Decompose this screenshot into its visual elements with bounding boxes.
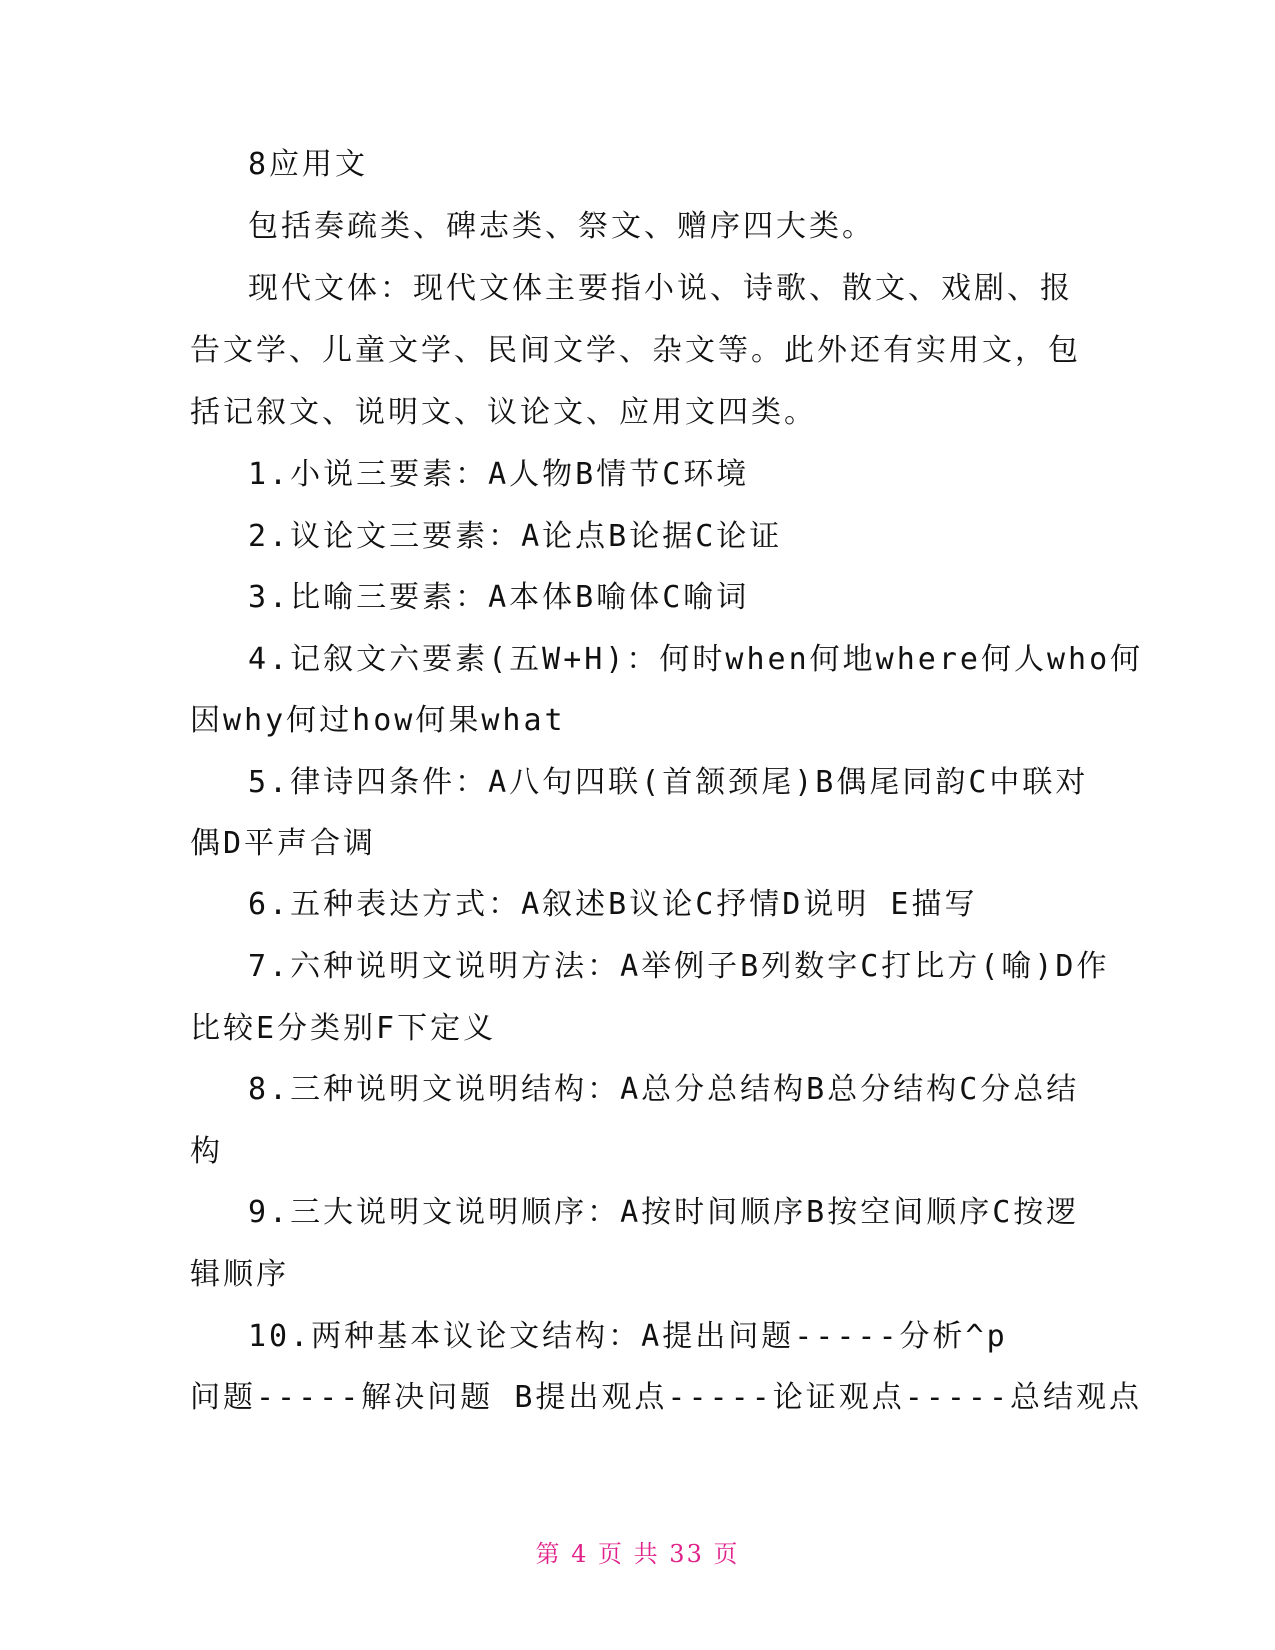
- text-line: 括记叙文、说明文、议论文、应用文四类。: [190, 395, 817, 430]
- text-line: 10.两种基本议论文结构：A提出问题-----分析^p: [248, 1319, 1008, 1354]
- text-line: 偶D平声合调: [190, 826, 377, 861]
- text-line: 包括奏疏类、碑志类、祭文、赠序四大类。: [248, 209, 875, 244]
- text-line: 8应用文: [248, 147, 369, 182]
- text-line: 3.比喻三要素：A本体B喻体C喻词: [248, 580, 750, 615]
- text-line: 构: [190, 1134, 223, 1169]
- text-line: 2.议论文三要素：A论点B论据C论证: [248, 519, 783, 554]
- text-line: 4.记叙文六要素(五W+H)：何时when何地where何人who何: [248, 642, 1144, 677]
- text-line: 7.六种说明文说明方法：A举例子B列数字C打比方(喻)D作: [248, 949, 1110, 984]
- text-line: 1.小说三要素：A人物B情节C环境: [248, 457, 750, 492]
- text-line: 告文学、儿童文学、民间文学、杂文等。此外还有实用文，包: [190, 333, 1081, 368]
- text-line: 6.五种表达方式：A叙述B议论C抒情D说明 E描写: [248, 887, 978, 922]
- text-line: 因why何过how何果what: [190, 703, 566, 738]
- text-line: 9.三大说明文说明顺序：A按时间顺序B按空间顺序C按逻: [248, 1195, 1080, 1230]
- text-line: 问题-----解决问题 B提出观点-----论证观点-----总结观点: [190, 1380, 1143, 1415]
- text-line: 比较E分类别F下定义: [190, 1011, 497, 1046]
- text-line: 现代文体：现代文体主要指小说、诗歌、散文、戏剧、报: [248, 271, 1073, 306]
- text-line: 5.律诗四条件：A八句四联(首颔颈尾)B偶尾同韵C中联对: [248, 765, 1089, 800]
- text-line: 辑顺序: [190, 1257, 289, 1292]
- page-number-footer: 第 4 页 共 33 页: [535, 1540, 740, 1568]
- text-line: 8.三种说明文说明结构：A总分总结构B总分结构C分总结: [248, 1072, 1080, 1107]
